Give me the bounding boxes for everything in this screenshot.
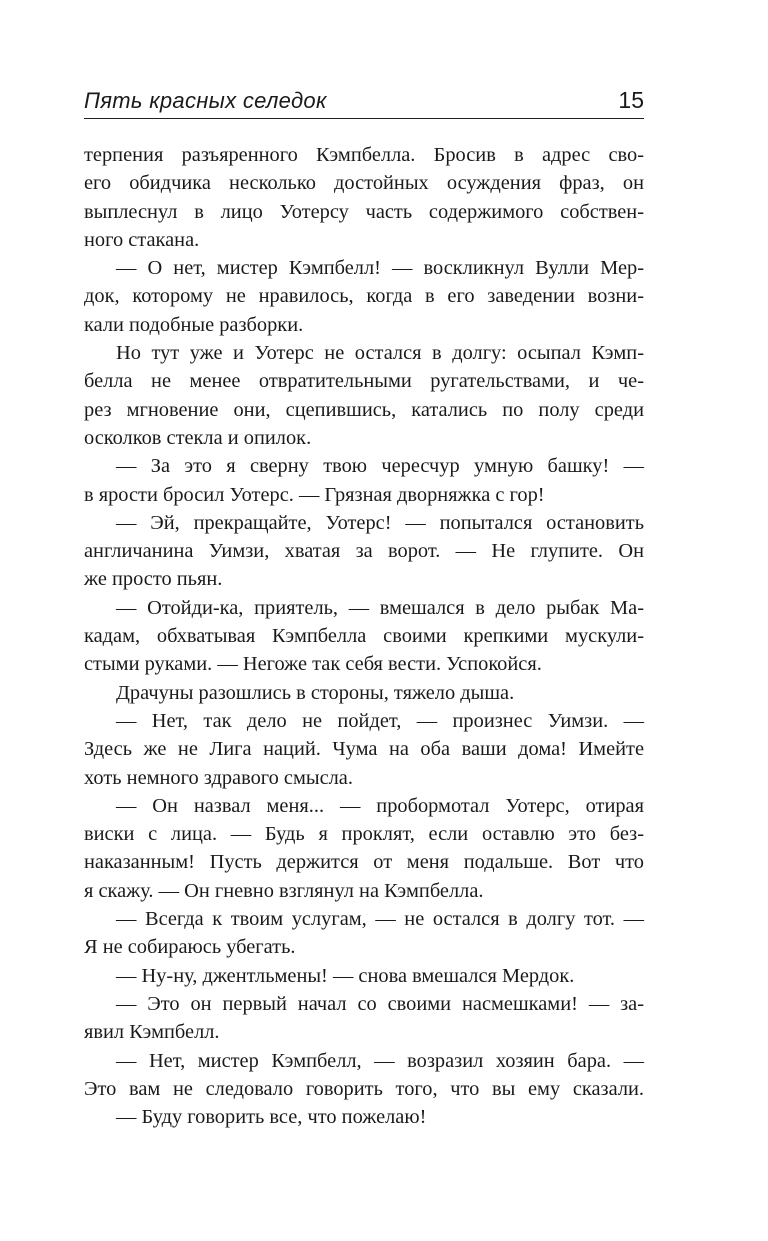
text-line: — Отойди-ка, приятель, — вмешался в дело рыбак Ма-	[116, 596, 644, 619]
text-line: — Нет, так дело не пойдет, — произнес Уимзи. —	[116, 709, 644, 732]
page-number: 15	[618, 87, 644, 113]
text-line: англичанина Уимзи, хватая за ворот. — Не глупите. Он	[84, 540, 644, 563]
text-line: осколков стекла и опилок.	[84, 426, 312, 449]
running-header	[84, 84, 644, 119]
text-line: ного стакана.	[84, 228, 200, 251]
text-line: — Нет, мистер Кэмпбелл, — возразил хозяин бара. —	[116, 1049, 644, 1072]
text-line: я скажу. — Он гневно взглянул на Кэмпбелла.	[84, 879, 484, 902]
text-line: — Ну-ну, джентльмены! — снова вмешался Мердок.	[116, 964, 575, 987]
text-line: Здесь же не Лига наций. Чума на оба ваши дома! Имейте	[84, 738, 644, 761]
text-line: же просто пьян.	[84, 568, 223, 591]
text-line: — Буду говорить все, что пожелаю!	[116, 1106, 427, 1129]
text-line: Но тут уже и Уотерс не остался в долгу: осыпал Кэмп-	[116, 342, 644, 365]
text-line: — Всегда к твоим услугам, — не остался в долгу тот. —	[116, 908, 644, 931]
text-line: виски с лица. — Будь я проклят, если оставлю это без-	[84, 823, 644, 846]
book-page	[84, 0, 644, 1241]
body-text	[84, 141, 644, 1131]
text-line: Я не собираюсь убегать.	[84, 936, 296, 959]
text-line: Драчуны разошлись в стороны, тяжело дыша.	[116, 681, 515, 704]
text-line: белла не менее отвратительными ругательствами, и че-	[84, 370, 644, 393]
text-line: наказанным! Пусть держится от меня подальше. Вот что	[84, 851, 644, 874]
text-line: — Он назвал меня... — пробормотал Уотерс, отирая	[116, 794, 644, 817]
text-line: — За это я сверну твою чересчур умную башку! —	[116, 455, 644, 478]
text-line: док, которому не нравилось, когда в его заведении возни-	[84, 285, 644, 308]
text-line: стыми руками. — Негоже так себя вести. Успокойся.	[84, 653, 542, 676]
text-line: выплеснул в лицо Уотерсу часть содержимого собствен-	[84, 200, 644, 223]
text-line: — Эй, прекращайте, Уотерс! — попытался остановить	[116, 511, 644, 534]
running-title: Пять красных селедок	[84, 88, 327, 113]
text-line: хоть немного здравого смысла.	[84, 766, 353, 789]
text-line: его обидчика несколько достойных осуждения фраз, он	[84, 172, 644, 195]
text-line: — Это он первый начал со своими насмешками! — за-	[116, 992, 644, 1015]
text-line: кадам, обхватывая Кэмпбелла своими крепкими мускули-	[84, 625, 644, 648]
text-line: терпения разъяренного Кэмпбелла. Бросив в адрес сво-	[84, 144, 644, 166]
text-line: рез мгновение они, сцепившись, катались по полу среди	[84, 398, 644, 421]
text-line: кали подобные разборки.	[84, 313, 304, 336]
text-line: явил Кэмпбелл.	[84, 1021, 220, 1044]
text-line: в ярости бросил Уотерс. — Грязная дворняжка с гор!	[84, 483, 545, 506]
text-line: Это вам не следовало говорить того, что вы ему сказали.	[84, 1077, 644, 1100]
text-line: — О нет, мистер Кэмпбелл! — воскликнул Вулли Мер-	[116, 257, 644, 280]
